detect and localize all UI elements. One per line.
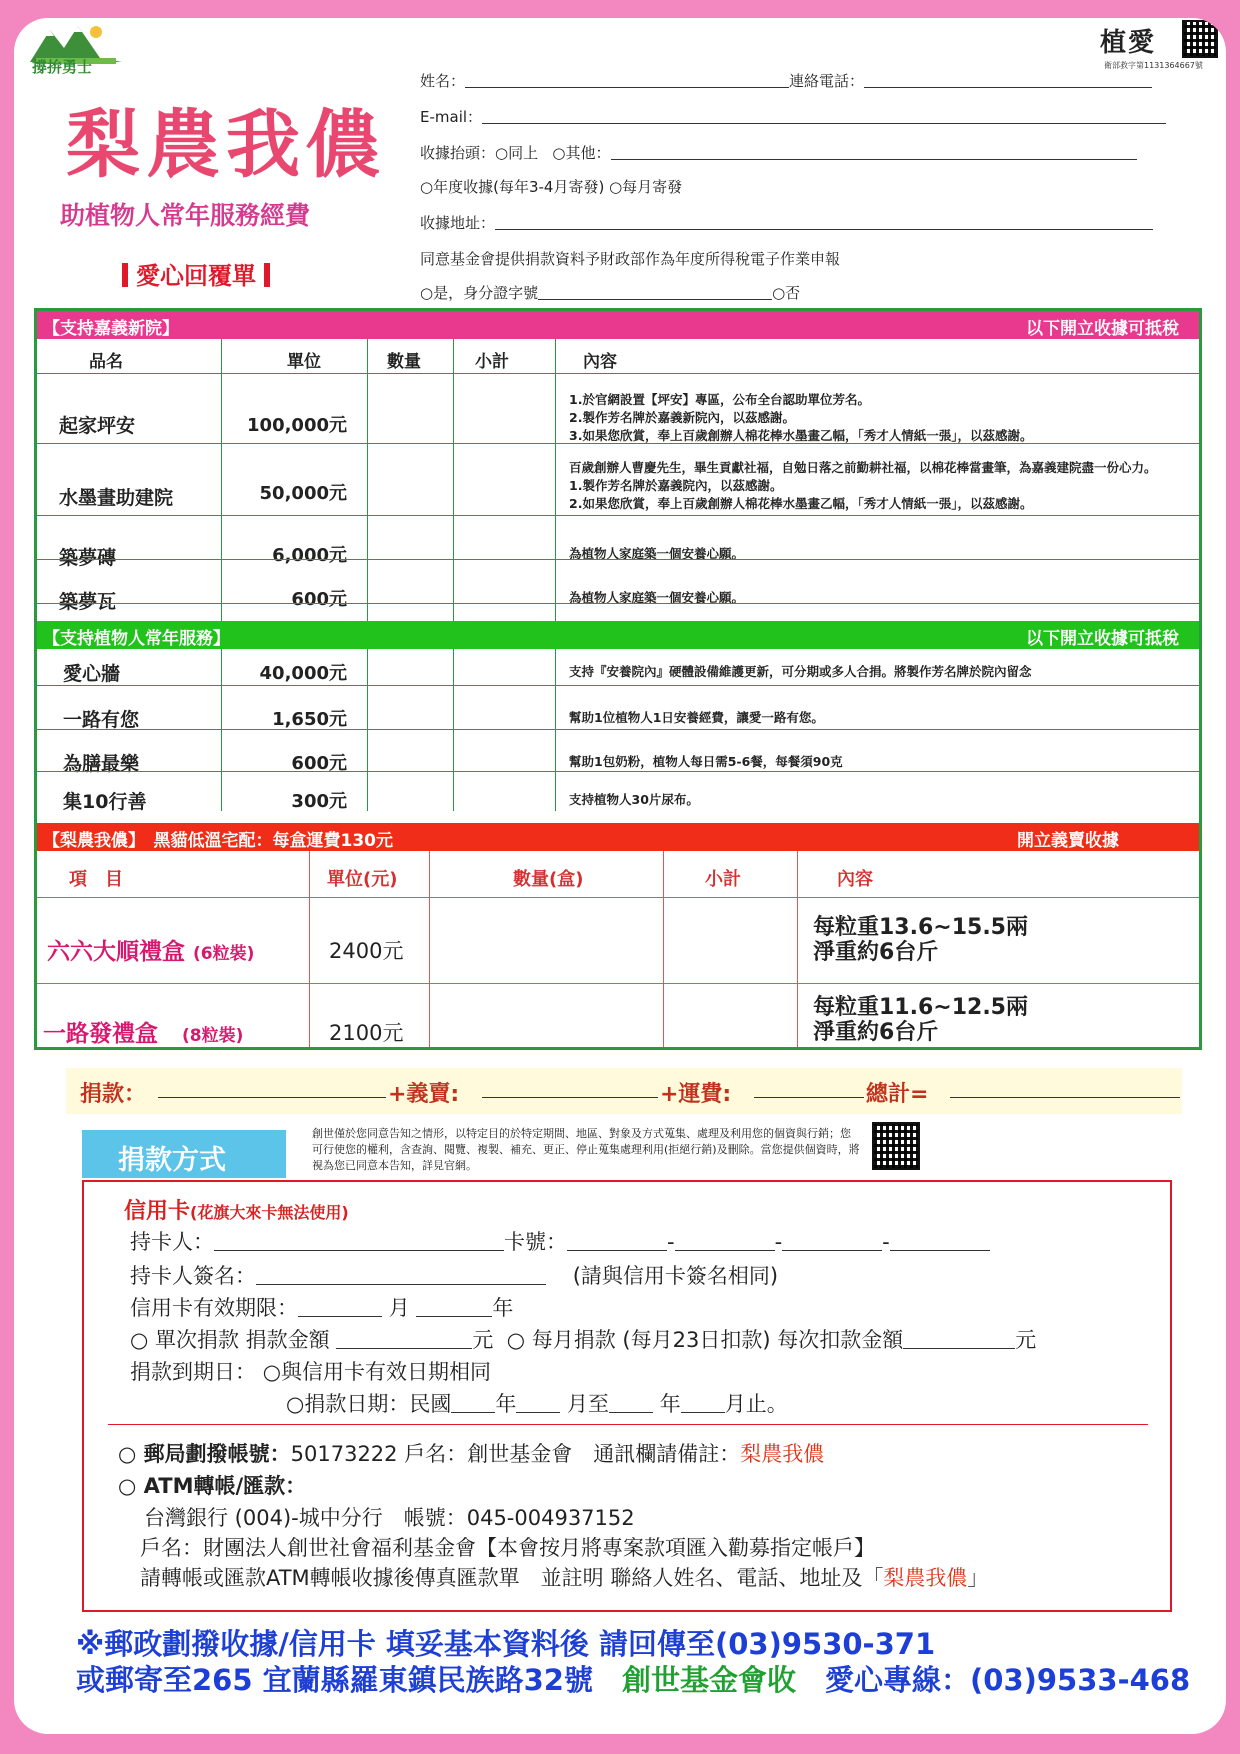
- row-price: 300元: [291, 791, 347, 812]
- bank-account: 台灣銀行 (004)-城中分行 帳號：045-004937152: [144, 1506, 635, 1530]
- expiry-row: 信用卡有效期限： 月 年: [130, 1296, 514, 1320]
- row-content: 幫助1包奶粉，植物人每日需5-6餐，每餐須90克: [569, 754, 843, 769]
- gift-col-content: 內容: [837, 869, 873, 890]
- email-row: E-mail：: [420, 106, 1166, 127]
- radio-same-expiry[interactable]: ○與信用卡有效日期相同: [262, 1360, 492, 1384]
- row-price: 50,000元: [259, 483, 347, 504]
- row-content: 為植物人家庭築一個安養心願。: [569, 546, 745, 561]
- email-field[interactable]: [482, 109, 1166, 124]
- payment-box: [82, 1180, 1172, 1612]
- signature-field[interactable]: [256, 1270, 546, 1285]
- gift-content: 每粒重13.6~15.5兩 淨重約6台斤: [813, 915, 1028, 965]
- radio-custom-date[interactable]: ○捐款日期：民國: [286, 1392, 452, 1416]
- account-name: 戶名：財團法人創世社會福利基金會【本會按月將專案款項匯入勸募指定帳戶】: [140, 1536, 875, 1560]
- logo-text: 撐拚勇士: [32, 58, 93, 76]
- end-date-row: 捐款到期日： ○與信用卡有效日期相同: [130, 1360, 492, 1384]
- section-service-bar: 【支持植物人常年服務】 以下開立收據可抵稅: [37, 621, 1199, 649]
- col-unit: 單位: [287, 352, 321, 372]
- campaign-title: 梨農我儂: [66, 102, 386, 188]
- qr-code-icon: [1182, 20, 1218, 58]
- row-price: 600元: [291, 753, 347, 774]
- brand-name: 植愛: [1100, 28, 1157, 58]
- gift-col-item: 項 目: [69, 869, 123, 890]
- row-price: 600元: [291, 589, 347, 610]
- cardholder-field[interactable]: [214, 1236, 504, 1251]
- sale-amount-field[interactable]: [482, 1077, 658, 1102]
- col-subtotal: 小計: [475, 352, 509, 372]
- totals-bar: 捐款： +義賣: +運費: 總計=: [66, 1068, 1182, 1114]
- row-price: 6,000元: [272, 545, 347, 566]
- privacy-notice: 創世僅於您同意告知之情形，以特定目的於特定期間、地區、對象及方式蒐集、處理及利用您的個資與行銷；您可行使您的權利，含查詢、閱覽、複製、補充、更正、停止蒐集處理利用(拒絕行銷)及刪除。當您提供個資時，將視為您已同意本告知，詳見官網。: [312, 1127, 860, 1172]
- atm-title: ○ ATM轉帳/匯款：: [118, 1474, 307, 1498]
- phone-field[interactable]: [864, 73, 1152, 88]
- credit-card-title: 信用卡(花旗大來卡無法使用): [124, 1199, 349, 1224]
- amount-row: ○ 單次捐款 捐款金額 元 ○ 每月捐款 (每月23日扣款) 每次扣款金額 元: [130, 1328, 1037, 1352]
- single-amount-field[interactable]: [336, 1334, 472, 1349]
- receipt-frequency-row: [420, 176, 682, 197]
- row-price: 100,000元: [247, 415, 347, 436]
- gift-item: 一路發禮盒 (8粒裝): [43, 1021, 244, 1047]
- row-item: 集10行善: [63, 791, 147, 813]
- reply-form-label: 愛心回覆單: [114, 256, 278, 291]
- row-content: 1.於官網設置【坪安】專區，公布全台認助單位芳名。 2.製作芳名牌於嘉義新院內，以茲感謝。 3.如果您欣賞，奉上百歲創辦人棉花棒水墨畫乙幅，「秀才人情紙一張」，以茲感謝。: [569, 392, 1033, 443]
- col-qty: 數量: [387, 352, 421, 372]
- row-price: 1,650元: [272, 709, 347, 730]
- name-field[interactable]: [465, 73, 789, 88]
- col-content: 內容: [583, 352, 617, 372]
- donation-form: [14, 18, 1226, 1734]
- row-price: 40,000元: [259, 663, 347, 684]
- radio-monthly-donation[interactable]: ○ 每月捐款 (每月23日扣款) 每次扣款金額: [506, 1328, 904, 1352]
- id-row: [420, 282, 800, 303]
- row-item: 為膳最樂: [63, 753, 140, 775]
- name-phone-row: 姓名： 連絡電話：: [420, 70, 1152, 91]
- card-number-1[interactable]: [567, 1236, 667, 1251]
- address-field[interactable]: [495, 215, 1153, 230]
- expiry-year-field[interactable]: [416, 1302, 492, 1317]
- receipt-other-field[interactable]: [611, 145, 1137, 160]
- radio-same[interactable]: ○同上: [495, 144, 539, 162]
- gift-col-qty: 數量(盒): [513, 869, 584, 890]
- footer-line-1: ※郵政劃撥收據/信用卡 填妥基本資料後 請回傳至(03)9530-371: [76, 1627, 936, 1661]
- row-item: 愛心牆: [63, 663, 121, 685]
- radio-yes[interactable]: ○是，身分證字號: [420, 284, 539, 302]
- row-item: 築夢磚: [59, 547, 117, 569]
- row-content: 百歲創辦人曹慶先生，畢生貢獻社福，自勉日落之前勤耕社福，以棉花棒當畫筆，為嘉義建院盡一份心力。 1.製作芳名牌於嘉義院內，以茲感謝。 2.如果您欣賞，奉上百歲創辦人棉花棒水墨畫乙幅，「秀才人情紙一張」，以茲感謝。: [569, 460, 1157, 511]
- atm-instruction: 請轉帳或匯款ATM轉帳收據後傳真匯款單 並註明 聯絡人姓名、電話、地址及「梨農我儂」: [140, 1566, 989, 1590]
- signature-row: 持卡人簽名： (請與信用卡簽名相同): [130, 1264, 779, 1288]
- end-date-custom-row: ○捐款日期：民國 年 月至 年 月止。: [286, 1392, 788, 1416]
- expiry-month-field[interactable]: [298, 1302, 382, 1317]
- gift-price: 2100元: [329, 1021, 404, 1045]
- row-content: 幫助1位植物人1日安養經費，讓愛一路有您。: [569, 710, 824, 725]
- campaign-subtitle: 助植物人常年服務經費: [60, 201, 311, 230]
- postal-row: ○ 郵局劃撥帳號：50173222 戶名：創世基金會 通訊欄請備註：梨農我儂: [118, 1442, 825, 1466]
- radio-monthly[interactable]: ○每月寄發: [609, 178, 683, 196]
- radio-single-donation[interactable]: ○ 單次捐款 捐款金額: [130, 1328, 330, 1352]
- gift-col-subtotal: 小計: [705, 869, 741, 890]
- section-gift-bar: 【梨農我儂】 黑貓低溫宅配：每盒運費130元 開立義賣收據: [37, 823, 1199, 851]
- card-number-2[interactable]: [675, 1236, 775, 1251]
- cardholder-row: 持卡人： 卡號： - - -: [130, 1226, 990, 1256]
- row-content: 為植物人家庭築一個安養心願。: [569, 590, 745, 605]
- qr-code-icon: [872, 1122, 920, 1170]
- radio-yearly[interactable]: ○年度收據(每年3-4月寄發): [420, 178, 605, 196]
- row-item: 起家坪安: [59, 415, 136, 437]
- address-row: 收據地址：: [420, 212, 1153, 233]
- shipping-amount-field[interactable]: [754, 1077, 864, 1102]
- footer-line-2: 或郵寄至265 宜蘭縣羅東鎮民族路32號 創世基金會收 愛心專線：(03)9533-468: [76, 1663, 1191, 1697]
- row-item: 一路有您: [63, 709, 140, 731]
- payment-method-tab: 捐款方式: [82, 1130, 286, 1178]
- card-number-4[interactable]: [890, 1236, 990, 1251]
- row-item: 築夢瓦: [59, 591, 117, 613]
- section-chiayi-bar: 【支持嘉義新院】 以下開立收據可抵稅: [37, 311, 1199, 339]
- monthly-amount-field[interactable]: [903, 1334, 1015, 1349]
- total-amount-field[interactable]: [950, 1077, 1180, 1102]
- col-item: 品名: [89, 352, 123, 372]
- radio-other[interactable]: ○其他：: [552, 144, 611, 162]
- donation-amount-field[interactable]: [158, 1077, 386, 1102]
- divider: [108, 1424, 1148, 1425]
- gift-col-unit: 單位(元): [327, 869, 398, 890]
- radio-no[interactable]: ○否: [772, 284, 801, 302]
- card-number-3[interactable]: [782, 1236, 882, 1251]
- gift-price: 2400元: [329, 939, 404, 963]
- permit-number: 衛部救字第1131364667號: [1104, 61, 1203, 70]
- row-item: 水墨畫助建院: [59, 487, 174, 509]
- id-field[interactable]: [538, 285, 772, 300]
- tax-consent-text: 同意基金會提供捐款資料予財政部作為年度所得稅電子作業申報: [420, 250, 841, 268]
- receipt-header-row: 收據抬頭：○同上 ○其他：: [420, 142, 1137, 163]
- gift-item: 六六大順禮盒 (6粒裝): [47, 939, 255, 965]
- gift-content: 每粒重11.6~12.5兩 淨重約6台斤: [813, 995, 1028, 1045]
- row-content: 支持『安養院內』硬體設備維護更新，可分期或多人合捐。將製作芳名牌於院內留念: [569, 664, 1032, 679]
- row-content: 支持植物人30片尿布。: [569, 792, 699, 807]
- donation-table: [34, 308, 1202, 1050]
